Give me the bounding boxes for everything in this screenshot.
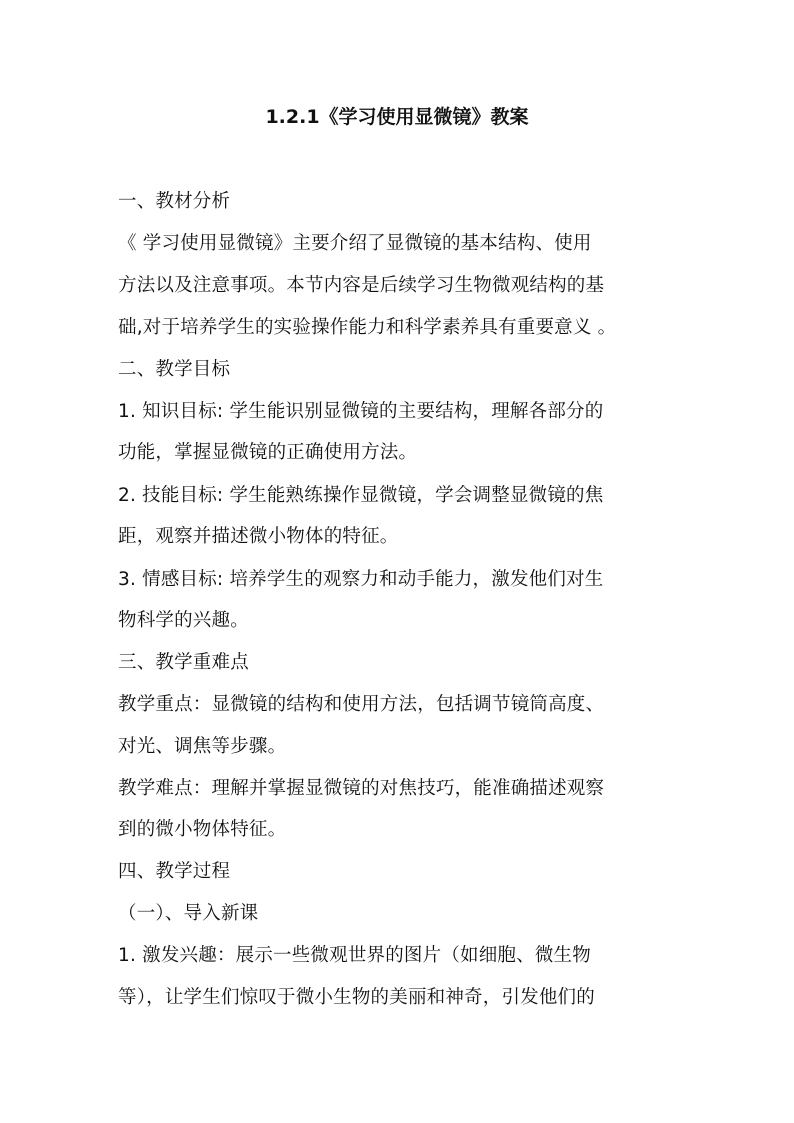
paragraph-line: 教学重点：显微镜的结构和使用方法，包括调节镜筒高度、 — [118, 694, 605, 715]
paragraph-line: 础,对于培养学生的实验操作能力和科学素养具有重要意义 。 — [118, 317, 617, 338]
paragraph-line: 距，观察并描述微小物体的特征。 — [118, 526, 399, 547]
paragraph-line: 等），让学生们惊叹于微小生物的美丽和神奇，引发他们的 — [118, 987, 595, 1008]
paragraph-line: 2. 技能目标: 学生能熟练操作显微镜，学会调整显微镜的焦 — [118, 485, 604, 506]
subsection-heading-intro: （一）、导入新课 — [118, 903, 259, 924]
paragraph-line: 到的微小物体特征。 — [118, 819, 287, 840]
section-heading-textbook-analysis: 一、教材分析 — [118, 191, 231, 212]
section-heading-key-points: 三、教学重难点 — [118, 652, 249, 673]
paragraph-line: 1. 激发兴趣：展示一些微观世界的图片（如细胞、微生物 — [118, 945, 591, 966]
paragraph-line: 对光、调焦等步骤。 — [118, 736, 287, 757]
paragraph-line: 方法以及注意事项。本节内容是后续学习生物微观结构的基 — [118, 275, 605, 296]
paragraph-line: 《 学习使用显微镜》主要介绍了显微镜的基本结构、使用 — [118, 233, 592, 254]
paragraph-line: 3. 情感目标: 培养学生的观察力和动手能力，激发他们对生 — [118, 569, 604, 590]
document-title: 1.2.1《学习使用显微镜》教案 — [265, 106, 529, 128]
section-heading-teaching-process: 四、教学过程 — [118, 861, 231, 882]
paragraph-line: 1. 知识目标: 学生能识别显微镜的主要结构，理解各部分的 — [118, 401, 604, 422]
paragraph-line: 教学难点：理解并掌握显微镜的对焦技巧，能准确描述观察 — [118, 778, 605, 799]
paragraph-line: 功能，掌握显微镜的正确使用方法。 — [118, 442, 418, 463]
paragraph-line: 物科学的兴趣。 — [118, 610, 249, 631]
section-heading-objectives: 二、教学目标 — [118, 359, 231, 380]
